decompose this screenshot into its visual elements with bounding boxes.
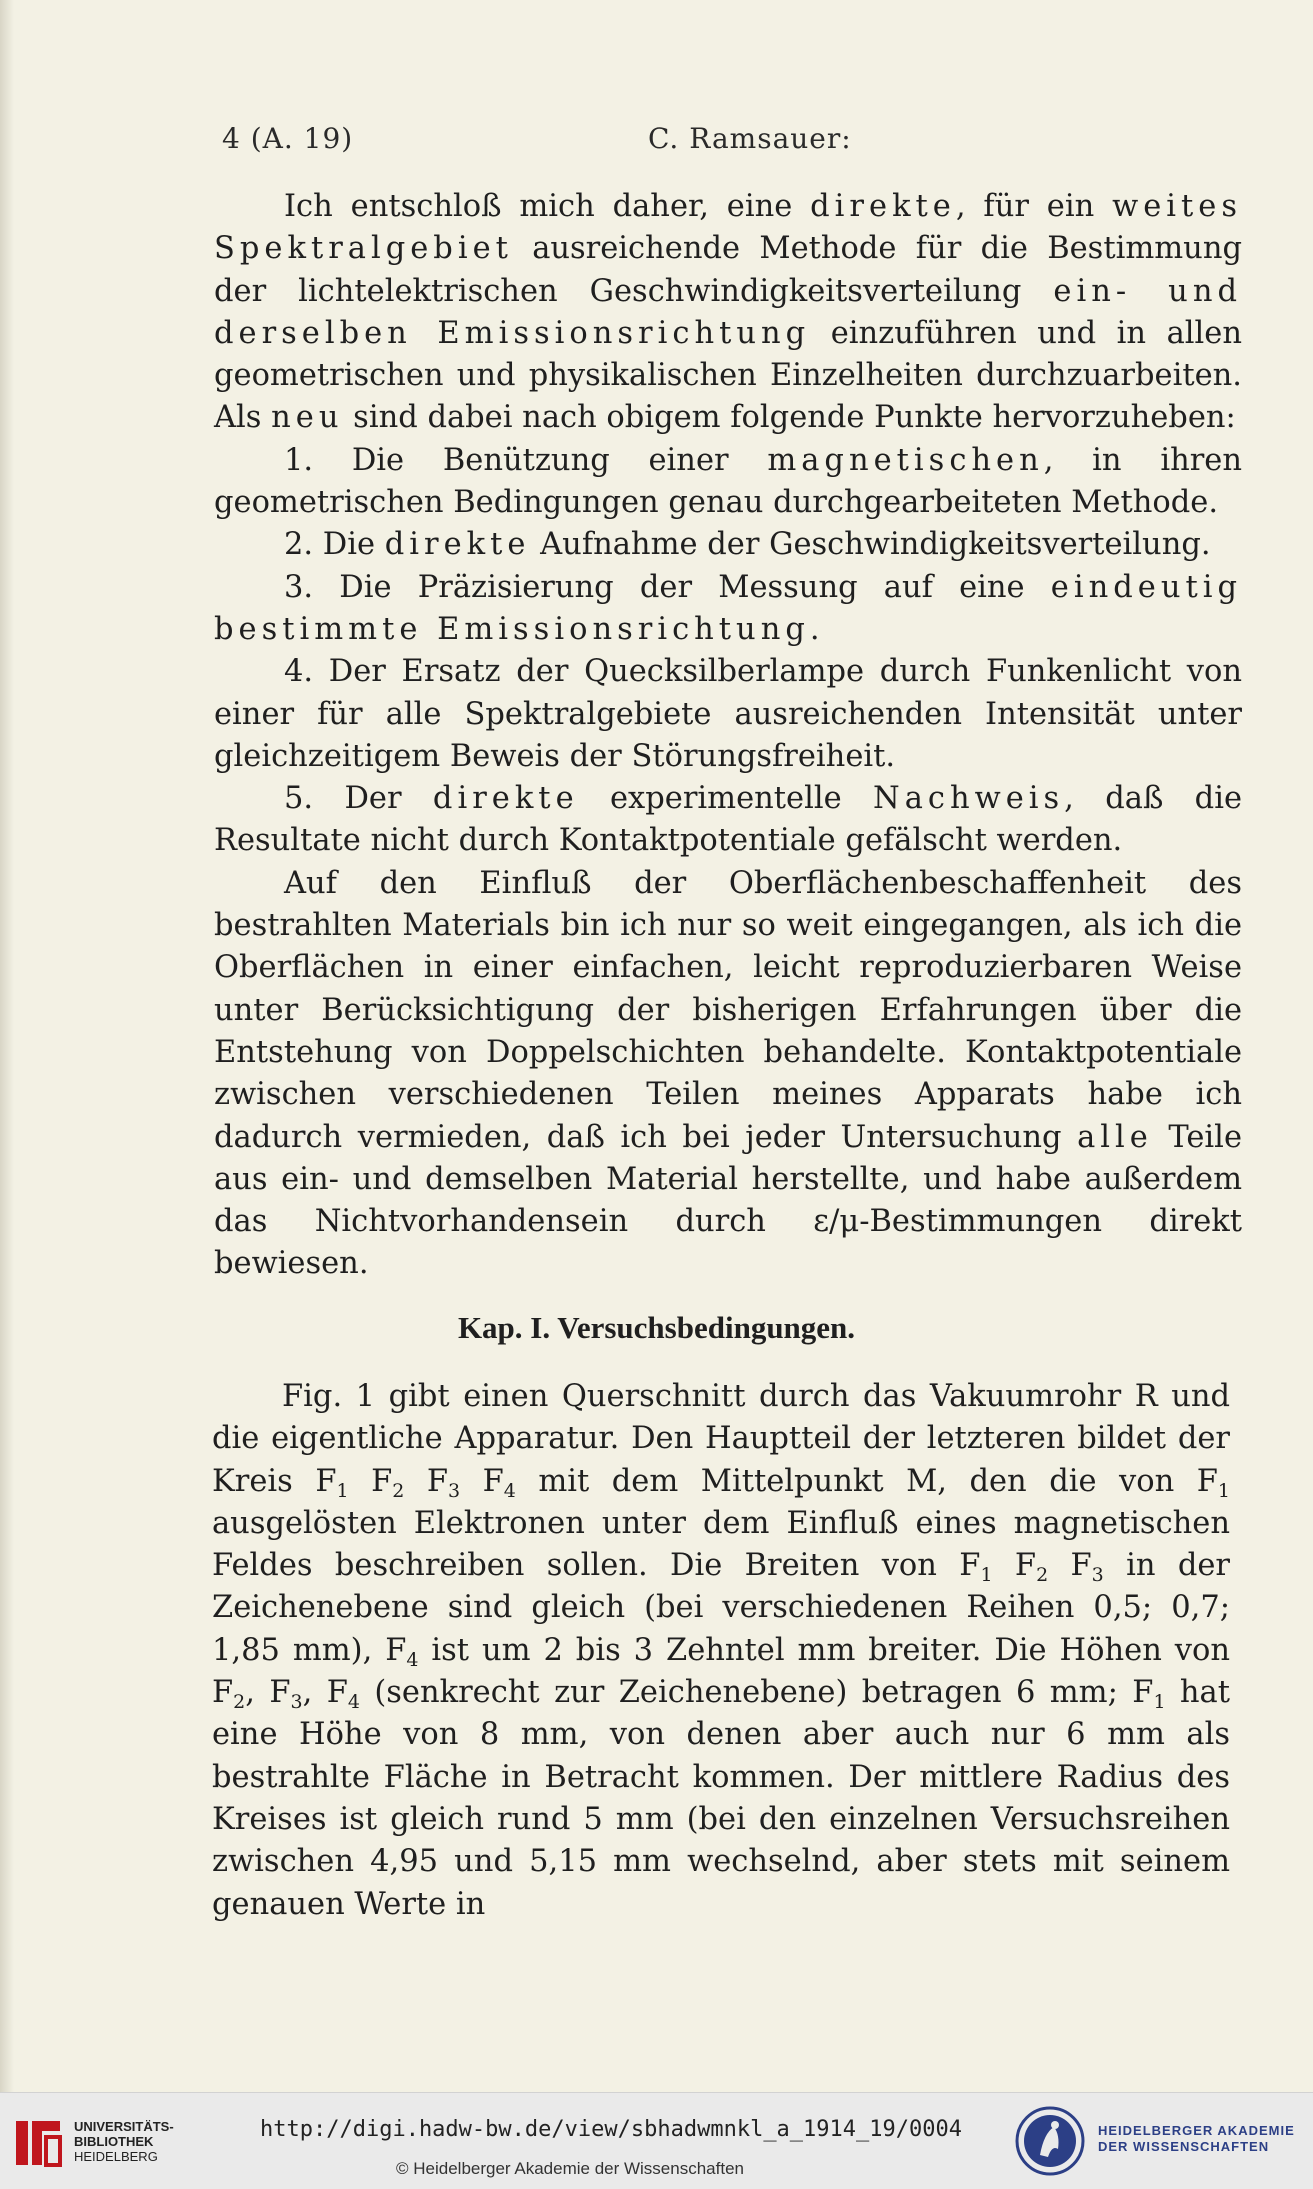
university-library-name: UNIVERSITÄTS- BIBLIOTHEK HEIDELBERG <box>74 2119 174 2164</box>
permalink-url[interactable]: http://digi.hadw-bw.de/view/sbhadwmnkl_a_1914_19/0004 <box>260 2117 962 2142</box>
list-item-5: 5. Der direkte experimentelle Nachweis, daß die Resultate nicht durch Kontaktpotentiale gefälscht werden. <box>214 781 1243 859</box>
list-item-3: 3. Die Präzisierung der Messung auf eine eindeutig bestimmte Emissionsrichtung. <box>214 569 1242 647</box>
running-author: C. Ramsauer: <box>648 122 852 155</box>
body-text <box>214 186 1242 1286</box>
section-text <box>212 1376 1230 1926</box>
paragraph-intro: Ich entschloß mich daher, eine direkte, für ein weites Spektralgebiet ausreichende Methode für die Bestimmung der lichtelektrischen Geschwindigkeitsverteilung ein- und derselben Emissionsrichtung einzuführen und in allen geometrischen und physikalischen Einzelheiten durchzuarbeiten. Als neu sind dabei nach obigem folgende Punkte hervorzuheben: <box>214 189 1242 436</box>
list-item-1: 1. Die Benützung einer magnetischen, in ihren geometrischen Bedingungen genau durchgearbeiteten Methode. <box>214 442 1242 521</box>
list-item-4: 4. Der Ersatz der Quecksilberlampe durch Funkenlicht von einer für alle Spektralgebiete ausreichenden Intensität unter gleichzeitigem Beweis der Störungsfreiheit. <box>214 654 1242 774</box>
list-item-2: 2. Die direkte Aufnahme der Geschwindigkeitsverteilung. <box>284 527 1211 563</box>
academy-name: HEIDELBERGER AKADEMIE DER WISSENSCHAFTEN <box>1098 2123 1295 2154</box>
academy-seal-icon <box>1014 2105 1086 2181</box>
scan-edge <box>0 0 14 2092</box>
university-library-logo-icon <box>12 2115 68 2175</box>
copyright-notice: © Heidelberger Akademie der Wissenschaften <box>396 2159 744 2178</box>
page-number: 4 (A. 19) <box>222 122 354 155</box>
paragraph-surface: Auf den Einfluß der Oberflächenbeschaffenheit des bestrahlten Materials bin ich nur so weit eingegangen, als ich die Oberflächen in einer einfachen, leicht reproduzierbaren Weise unter Berücksichtigung der bisherigen Erfahrungen über die Entstehung von Doppelschichten behandelte. Kontaktpotentiale zwischen verschiedenen Teilen meines Apparats habe ich dadurch vermieden, daß ich bei jeder Untersuchung alle Teile aus ein- und demselben Material herstellte, und habe außerdem das Nichtvorhandensein durch ε/μ-Bestimmungen direkt bewiesen. <box>214 865 1242 1282</box>
footer-bar <box>0 2092 1313 2189</box>
chapter-heading: Kap. I. Versuchsbedingungen. <box>457 1310 856 1345</box>
paragraph-apparatus: Fig. 1 gibt einen Querschnitt durch das Vakuumrohr R und die eigentliche Apparatur. Den Hauptteil der letzteren bildet der Kreis $F_1$ $F_2$ $F_3$ $F_4$ mit dem Mittelpunkt M, den die von $F_1$ ausgelösten Elektronen unter dem Einfluß eines magnetischen Feldes beschreiben sollen. Die Breiten von $F_1$ $F_2$ $F_3$ in der Zeichenebene sind gleich (bei verschiedenen Reihen 0,5; 0,7; 1,85 mm), $F_4$ ist um 2 bis 3 Zehntel mm breiter. Die Höhen von $F_2$, $F_3$, $F_4$ (senkrecht zur Zeichenebene) betragen 6 mm; $F_1$ hat eine Höhe von 8 mm, von denen aber auch nur 6 mm als bestrahlte Fläche in Betracht kommen. Der mittlere Radius des Kreises ist gleich rund 5 mm (bei den einzelnen Versuchsreihen zwischen 4,95 und 5,15 mm wechselnd, aber stets mit seinem genauen Werte in <box>212 1379 1231 1922</box>
